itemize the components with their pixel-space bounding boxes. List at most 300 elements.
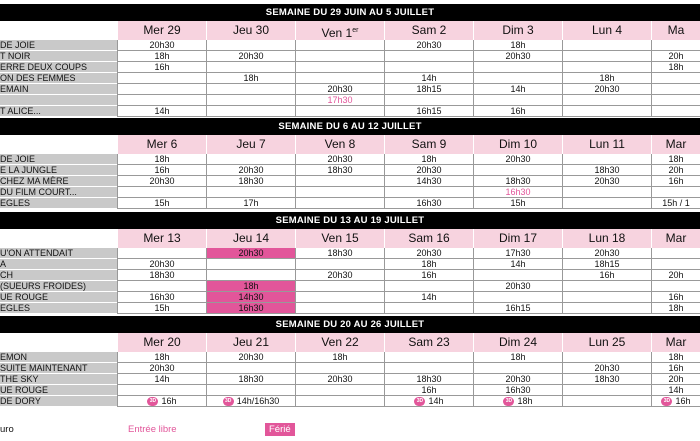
showtime-cell [117, 292, 206, 303]
showtime-text: 14h [510, 84, 526, 94]
day-label: Dim 10 [498, 137, 537, 151]
showtime-text: 14h/16h30 [236, 396, 280, 406]
showtime-cell [117, 396, 206, 407]
week-title: SEMAINE DU 13 AU 19 JUILLET [0, 212, 700, 229]
showtime-cell [651, 187, 700, 198]
day-label: Lun 25 [588, 335, 626, 349]
showtime-cell [295, 281, 384, 292]
day-head-blank [0, 135, 117, 154]
showtime-cell [117, 51, 206, 62]
showtime-cell [562, 84, 651, 95]
showtime-cell [206, 84, 295, 95]
showtime-text: 14h [154, 106, 170, 116]
showtime-cell [117, 303, 206, 314]
showtime-cell [117, 248, 206, 259]
showtime-cell [473, 374, 562, 385]
film-title-text: DE JOIE [0, 154, 36, 164]
week-title: SEMAINE DU 6 AU 12 JUILLET [0, 118, 700, 135]
showtime-text: 16h15 [505, 303, 531, 313]
film-title-text: EMON [0, 352, 27, 362]
showtime-cell [117, 62, 206, 73]
showtime-text: 16h30 [149, 292, 175, 302]
showtime-text: 20h30 [327, 154, 353, 164]
showtime-cell [117, 154, 206, 165]
showtime-cell [651, 95, 700, 106]
showtime-text: 16h [599, 270, 615, 280]
showtime-text: 18h [154, 51, 170, 61]
showtime-cell [473, 154, 562, 165]
showtime-cell [206, 73, 295, 84]
film-title [0, 374, 117, 385]
3d-badge-icon: 3D [661, 397, 672, 406]
showtime-cell [473, 385, 562, 396]
day-label: Jeu 21 [232, 335, 270, 349]
showtime-cell [473, 198, 562, 209]
showtime-text: 18h [668, 154, 684, 164]
day-label: Jeu 30 [232, 23, 270, 37]
showtime-cell [562, 51, 651, 62]
showtime-cell [206, 248, 295, 259]
showtime-text: 18h [668, 303, 684, 313]
showtime-text: 16h [161, 396, 177, 406]
day-label: Sam 2 [411, 23, 447, 37]
showtime-cell [117, 73, 206, 84]
showtime-cell [651, 374, 700, 385]
showtime-cell [473, 176, 562, 187]
showtime-cell [295, 73, 384, 84]
showtime-cell [562, 73, 651, 84]
showtime-cell [206, 396, 295, 407]
showtime-cell [473, 73, 562, 84]
showtime-text: 18h [421, 259, 437, 269]
day-header [206, 333, 295, 352]
day-header [562, 135, 651, 154]
day-header [562, 229, 651, 248]
showtime-cell [117, 187, 206, 198]
day-header [384, 135, 473, 154]
showtime-cell [651, 62, 700, 73]
showtime-cell [651, 363, 700, 374]
showtime-cell [206, 198, 295, 209]
film-title-text: U'ON ATTENDAIT [0, 248, 74, 258]
film-title [0, 385, 117, 396]
showtime-text: 20h30 [505, 374, 531, 384]
showtime-cell [295, 374, 384, 385]
showtime-text: 20h30 [238, 352, 264, 362]
showtime-cell [384, 176, 473, 187]
showtime-cell [562, 154, 651, 165]
showtime-cell [562, 259, 651, 270]
showtime-text: 18h [668, 62, 684, 72]
showtime-text: 14h [154, 374, 170, 384]
day-header [473, 333, 562, 352]
showtime-cell [651, 292, 700, 303]
day-header [295, 135, 384, 154]
film-title [0, 248, 117, 259]
showtime-text: 15h [510, 198, 526, 208]
film-title-text: SUITE MAINTENANT [0, 363, 88, 373]
day-header [117, 333, 206, 352]
film-title-text: DE DORY [0, 396, 41, 406]
showtime-text: 18h30 [149, 270, 175, 280]
showtime-cell [384, 259, 473, 270]
showtime-cell [562, 281, 651, 292]
showtime-text: 16h [510, 106, 526, 116]
film-title-text: UE ROUGE [0, 292, 49, 302]
film-title [0, 292, 117, 303]
showtime-text: 18h30 [505, 176, 531, 186]
day-label: Ven 22 [321, 335, 359, 349]
showtime-cell [562, 292, 651, 303]
showtime-text: 14h30 [238, 292, 264, 302]
showtime-cell [295, 40, 384, 51]
day-header [473, 135, 562, 154]
showtime-text: 18h30 [238, 176, 264, 186]
day-header [384, 229, 473, 248]
showtime-cell [473, 84, 562, 95]
day-header [473, 21, 562, 40]
showtime-text: 16h [668, 292, 684, 302]
day-label: Ven 8 [324, 137, 356, 151]
showtime-text: 14h [510, 259, 526, 269]
showtime-text: 18h [517, 396, 533, 406]
showtime-cell [473, 95, 562, 106]
film-title [0, 198, 117, 209]
day-label: Lun 4 [591, 23, 623, 37]
showtime-text: 16h15 [416, 106, 442, 116]
film-title [0, 363, 117, 374]
day-label: Mer 6 [146, 137, 178, 151]
showtime-cell [295, 259, 384, 270]
showtime-cell [651, 84, 700, 95]
showtime-text: 20h30 [416, 40, 442, 50]
showtime-text: 20h30 [149, 363, 175, 373]
showtime-cell [562, 95, 651, 106]
showtime-text: 16h [154, 165, 170, 175]
day-label: Jeu 7 [236, 137, 266, 151]
showtime-cell [384, 73, 473, 84]
showtime-cell [562, 396, 651, 407]
showtime-text: 17h [243, 198, 259, 208]
day-label: Jeu 14 [232, 231, 270, 245]
showtime-text: 18h [154, 352, 170, 362]
showtime-cell [295, 106, 384, 117]
film-title [0, 396, 117, 407]
film-title [0, 51, 117, 62]
film-title-text: ERRE DEUX COUPS [0, 62, 88, 72]
showtime-text: 20h30 [238, 165, 264, 175]
day-header [206, 135, 295, 154]
showtime-cell [384, 95, 473, 106]
showtime-cell [651, 176, 700, 187]
showtime-cell [295, 363, 384, 374]
showtime-cell [384, 270, 473, 281]
showtime-text: 20h30 [327, 374, 353, 384]
showtime-cell [117, 259, 206, 270]
showtime-cell [295, 385, 384, 396]
film-title-text: EMAIN [0, 84, 29, 94]
showtime-text: 18h30 [594, 165, 620, 175]
showtime-text: 16h [675, 396, 691, 406]
showtime-cell [562, 385, 651, 396]
showtime-text: 15h / 1 [662, 198, 690, 208]
showtime-text: 16h30 [238, 303, 264, 313]
day-header [206, 21, 295, 40]
showtime-cell [384, 84, 473, 95]
showtime-cell [384, 62, 473, 73]
showtime-cell [473, 303, 562, 314]
day-label: Sam 16 [408, 231, 450, 245]
showtime-text: 20h30 [238, 248, 264, 258]
film-title-text: T NOIR [0, 51, 31, 61]
showtime-cell [206, 352, 295, 363]
showtime-cell [651, 198, 700, 209]
film-title [0, 73, 117, 84]
day-head-blank [0, 21, 117, 40]
showtime-cell [473, 281, 562, 292]
showtime-cell [117, 40, 206, 51]
showtime-cell [295, 303, 384, 314]
showtime-cell [295, 396, 384, 407]
film-title [0, 154, 117, 165]
day-label: Lun 11 [589, 137, 625, 151]
day-header [384, 333, 473, 352]
showtime-text: 15h [154, 303, 170, 313]
film-title [0, 95, 117, 106]
showtime-text: 16h [421, 385, 437, 395]
showtime-cell [206, 281, 295, 292]
day-header [117, 21, 206, 40]
showtime-text: 18h [510, 352, 526, 362]
film-title-text: A [0, 259, 7, 269]
showtime-cell [473, 165, 562, 176]
showtime-cell [295, 352, 384, 363]
showtime-cell [384, 165, 473, 176]
showtime-cell [562, 303, 651, 314]
showtime-cell [206, 187, 295, 198]
day-label: Ma [667, 23, 685, 37]
showtime-text: 18h [154, 154, 170, 164]
showtime-cell [562, 106, 651, 117]
day-label: Mar [665, 335, 687, 349]
showtime-cell [117, 95, 206, 106]
showtime-text: 18h30 [416, 374, 442, 384]
showtime-text: 18h [599, 73, 615, 83]
showtime-text: 14h [421, 73, 437, 83]
showtime-text: 18h30 [327, 165, 353, 175]
day-header [206, 229, 295, 248]
3d-badge-icon: 3D [223, 397, 234, 406]
showtime-cell [562, 270, 651, 281]
showtime-text: 20h30 [594, 248, 620, 258]
showtime-cell [206, 40, 295, 51]
showtime-cell [206, 165, 295, 176]
showtime-text: 16h30 [505, 385, 531, 395]
3d-badge-icon: 3D [147, 397, 158, 406]
showtime-cell [295, 51, 384, 62]
film-title [0, 352, 117, 363]
showtime-cell [562, 352, 651, 363]
day-label: Dim 3 [502, 23, 534, 37]
showtime-cell [473, 248, 562, 259]
showtime-text: 17h30 [327, 95, 353, 105]
showtime-text: 14h [668, 385, 684, 395]
showtime-text: 16h30 [416, 198, 442, 208]
showtime-text: 18h [668, 352, 684, 362]
showtime-cell [384, 187, 473, 198]
showtime-text: 20h [668, 270, 684, 280]
day-label: Mer 13 [143, 231, 181, 245]
showtime-cell [473, 51, 562, 62]
showtime-cell [384, 303, 473, 314]
day-label: Sam 23 [408, 335, 450, 349]
showtime-text: 20h30 [505, 51, 531, 61]
film-title [0, 303, 117, 314]
day-label: Dim 17 [498, 231, 537, 245]
day-head-blank [0, 333, 117, 352]
showtime-cell [473, 62, 562, 73]
showtime-cell [206, 154, 295, 165]
film-title-text: CHEZ MA MÈRE [0, 176, 69, 186]
day-header [295, 21, 384, 40]
showtime-cell [206, 363, 295, 374]
showtime-cell [562, 248, 651, 259]
showtime-cell [295, 165, 384, 176]
showtime-cell [295, 84, 384, 95]
day-label: Mer 20 [143, 335, 181, 349]
showtime-cell [651, 281, 700, 292]
showtime-cell [384, 198, 473, 209]
day-header [651, 229, 700, 248]
showtime-cell [562, 165, 651, 176]
film-title [0, 259, 117, 270]
showtime-text: 18h30 [594, 374, 620, 384]
showtime-cell [384, 106, 473, 117]
week-title: SEMAINE DU 29 JUIN AU 5 JUILLET [0, 4, 700, 21]
showtime-text: 16h [154, 62, 170, 72]
showtime-text: 20h30 [505, 154, 531, 164]
showtime-cell [117, 374, 206, 385]
showtime-text: 20h30 [594, 176, 620, 186]
showtime-text: 20h30 [149, 259, 175, 269]
showtime-cell [473, 396, 562, 407]
showtime-cell [384, 40, 473, 51]
showtime-text: 18h [243, 73, 259, 83]
showtime-text: 20h30 [416, 165, 442, 175]
showtime-cell [206, 270, 295, 281]
showtime-cell [562, 374, 651, 385]
showtime-text: 14h [421, 292, 437, 302]
day-label: Lun 18 [588, 231, 626, 245]
film-title [0, 281, 117, 292]
showtime-text: 20h [668, 51, 684, 61]
film-title-text: DU FILM COURT... [0, 187, 77, 197]
showtime-cell [473, 259, 562, 270]
showtime-cell [206, 259, 295, 270]
showtime-cell [117, 165, 206, 176]
showtime-text: 20h30 [594, 84, 620, 94]
film-title [0, 40, 117, 51]
showtime-cell [651, 51, 700, 62]
showtime-text: 20h30 [327, 84, 353, 94]
day-header [651, 21, 700, 40]
showtime-cell [206, 106, 295, 117]
day-label: Ven 15 [321, 231, 359, 245]
showtime-cell [384, 292, 473, 303]
showtime-cell [206, 62, 295, 73]
showtime-text: 17h30 [505, 248, 531, 258]
showtime-cell [651, 396, 700, 407]
legend-ferie: Férié [265, 423, 295, 436]
showtime-cell [117, 281, 206, 292]
showtime-cell [117, 84, 206, 95]
showtime-cell [206, 385, 295, 396]
3d-badge-icon: 3D [414, 397, 425, 406]
showtime-text: 16h [668, 363, 684, 373]
day-header [384, 21, 473, 40]
showtime-cell [651, 106, 700, 117]
showtime-cell [117, 363, 206, 374]
showtime-cell [651, 154, 700, 165]
showtime-cell [384, 396, 473, 407]
day-label: Mar [665, 137, 687, 151]
showtime-text: 16h [668, 176, 684, 186]
film-title [0, 62, 117, 73]
showtime-cell [206, 176, 295, 187]
showtime-cell [651, 259, 700, 270]
showtime-cell [206, 303, 295, 314]
film-title-text: CH [0, 270, 13, 280]
showtime-cell [473, 363, 562, 374]
week-title: SEMAINE DU 20 AU 26 JUILLET [0, 316, 700, 333]
showtime-text: 20h [668, 165, 684, 175]
showtime-text: 16h30 [505, 187, 531, 197]
day-label: Mar [665, 231, 687, 245]
day-header [562, 333, 651, 352]
showtime-cell [295, 154, 384, 165]
film-title-text: ON DES FEMMES [0, 73, 76, 83]
film-title-text: E LA JUNGLE [0, 165, 58, 175]
day-label: Dim 24 [498, 335, 537, 349]
showtime-cell [295, 95, 384, 106]
showtime-text: 18h [243, 281, 259, 291]
film-title [0, 176, 117, 187]
day-label: Ven 1 [321, 26, 353, 40]
showtime-cell [473, 187, 562, 198]
showtime-text: 15h [154, 198, 170, 208]
film-title-text: EGLES [0, 303, 31, 313]
showtime-cell [473, 352, 562, 363]
showtime-text: 20h30 [238, 51, 264, 61]
day-header [473, 229, 562, 248]
legend-tarif: uro [0, 424, 14, 435]
showtime-cell [473, 270, 562, 281]
film-title-text: THE SKY [0, 374, 39, 384]
day-header [117, 135, 206, 154]
showtime-text: 20h30 [149, 176, 175, 186]
day-header [295, 333, 384, 352]
showtime-cell [473, 292, 562, 303]
showtime-text: 14h30 [416, 176, 442, 186]
film-title-text: (SUEURS FROIDES) [0, 281, 87, 291]
showtime-cell [384, 352, 473, 363]
showtime-cell [651, 40, 700, 51]
film-title [0, 165, 117, 176]
film-title [0, 270, 117, 281]
showtime-text: 20h30 [327, 270, 353, 280]
showtime-cell [473, 106, 562, 117]
showtime-cell [651, 270, 700, 281]
